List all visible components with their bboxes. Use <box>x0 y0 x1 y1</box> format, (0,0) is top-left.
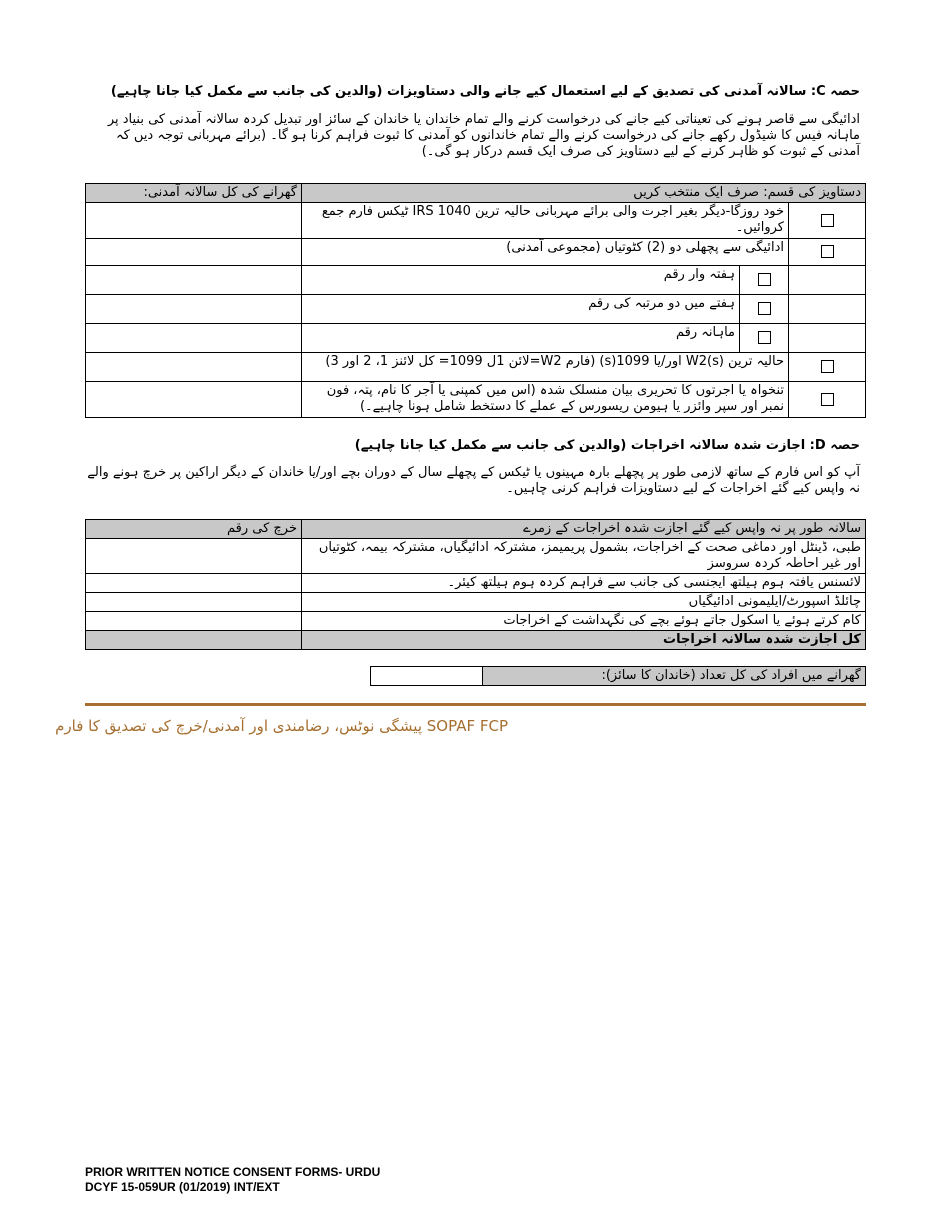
checkbox-biweekly[interactable] <box>758 302 771 315</box>
checkbox-irs1040[interactable] <box>821 214 834 227</box>
blank-cell <box>789 295 866 324</box>
expense-child-care: کام کرتے ہوئے یا اسکول جاتے ہوئے بچے کی نگہداشت کے اخراجات <box>302 612 866 631</box>
total-income-field[interactable] <box>86 382 302 418</box>
household-size-label: گھرانے میں افراد کی کل تعداد (خاندان کا سائز): <box>483 667 866 686</box>
col-total-income-header: گھرانے کی کل سالانہ آمدنی: <box>86 184 302 203</box>
checkbox-cell[interactable] <box>789 353 866 382</box>
form-name: PRIOR WRITTEN NOTICE CONSENT FORMS- URDU <box>85 1165 381 1179</box>
expense-amount-field[interactable] <box>86 612 302 631</box>
total-income-field[interactable] <box>86 295 302 324</box>
checkbox-cell[interactable] <box>740 324 789 353</box>
doc-option-biweekly: ہفتے میں دو مرتبہ کی رقم <box>302 295 740 324</box>
total-expenses-field[interactable] <box>86 631 302 650</box>
total-income-field[interactable] <box>86 203 302 239</box>
checkbox-cell[interactable] <box>789 203 866 239</box>
income-docs-table <box>85 183 866 418</box>
checkbox-wage-statement[interactable] <box>821 393 834 406</box>
blank-cell <box>789 324 866 353</box>
expense-amount-field[interactable] <box>86 539 302 574</box>
section-c-paragraph: ادائیگی سے قاصر ہونے کی تعیناتی کیے جانے کی درخواست کرنے والے تمام خاندان یا خاندان کے سائز اور تبدیل کردہ سالانہ آمدنی کی بنیاد پر ماہانہ فیس کا شیڈول رکھے جانے کی درخواست کرنے والے تمام خاندانوں کو آمدنی کا ثبوت فراہم کرنا ہو گا۔ (برائے مہربانی توجہ دیں کہ آمدنی کے ثبوت کو ظاہر کرنے کے لیے دستاویز کی صرف ایک قسم درکار ہو گی۔) <box>107 112 860 159</box>
total-income-field[interactable] <box>86 266 302 295</box>
section-c-heading: حصہ C: سالانہ آمدنی کی تصدیق کے لیے استعمال کیے جانے والی دستاویزات (والدین کی جانب سے مکمل کیا جانا چاہیے) <box>110 84 860 99</box>
section-d-paragraph: آپ کو اس فارم کے ساتھ لازمی طور پر پچھلے بارہ مہینوں یا ٹیکس کے پچھلے سال کے دوران بچے اور/یا خاندان کے دیگر اراکین پر خرچ ہونے والے نہ واپس کیے گئے اخراجات کے لیے دستاویزات فراہم کرنی چاہیں۔ <box>87 465 860 496</box>
col-amount-header: خرچ کی رقم <box>86 520 302 539</box>
doc-option-irs1040: خود روزگا-دیگر بغیر اجرت والی برائے مہربانی حالیہ ترین IRS 1040 ٹیکس فارم جمع کروائیں۔ <box>302 203 789 239</box>
total-expenses-label: کل اجازت شدہ سالانہ اخراجات <box>302 631 866 650</box>
checkbox-monthly[interactable] <box>758 331 771 344</box>
footer-divider <box>85 703 866 706</box>
checkbox-cell[interactable] <box>789 382 866 418</box>
expense-amount-field[interactable] <box>86 593 302 612</box>
doc-option-monthly: ماہانہ رقم <box>302 324 740 353</box>
checkbox-weekly[interactable] <box>758 273 771 286</box>
household-size-field[interactable] <box>371 667 483 686</box>
household-size-table <box>370 666 866 686</box>
expense-home-health: لائسنس یافتہ ہوم ہیلتھ ایجنسی کی جانب سے فراہم کردہ ہوم ہیلتھ کیئر۔ <box>302 574 866 593</box>
doc-option-weekly: ہفتہ وار رقم <box>302 266 740 295</box>
form-title: SOPAF FCP پیشگی نوٹس، رضامندی اور آمدنی/خرچ کی تصدیق کا فارم <box>55 717 508 735</box>
total-income-field[interactable] <box>86 239 302 266</box>
expense-child-support: چائلڈ اسپورٹ/ایلیمونی ادائیگیاں <box>302 593 866 612</box>
col-category-header: سالانہ طور پر نہ واپس کیے گئے اجازت شدہ اخراجات کے زمرے <box>302 520 866 539</box>
checkbox-cell[interactable] <box>740 295 789 324</box>
expense-medical: طبی، ڈینٹل اور دماغی صحت کے اخراجات، بشمول پریمیمز، مشترکہ ادائیگیاں، مشترکہ بیمہ، کٹوتیاں اور غیر احاطہ کردہ سروسز <box>302 539 866 574</box>
checkbox-w2-1099[interactable] <box>821 360 834 373</box>
col-doc-type-header: دستاویز کی قسم: صرف ایک منتخب کریں <box>302 184 866 203</box>
doc-option-paystubs: ادائیگی سے پچھلی دو (2) کٹوتیاں (مجموعی آمدنی) <box>302 239 789 266</box>
total-income-field[interactable] <box>86 353 302 382</box>
form-code: DCYF 15-059UR (01/2019) INT/EXT <box>85 1180 280 1194</box>
checkbox-cell[interactable] <box>740 266 789 295</box>
expense-amount-field[interactable] <box>86 574 302 593</box>
expenses-table <box>85 519 866 650</box>
doc-option-w2-1099: حالیہ ترین W2(s) اور/یا 1099(s) (فارم W2=لائن 1ل 1099= کل لائنز 1، 2 اور 3) <box>302 353 789 382</box>
section-d-heading: حصہ D: اجازت شدہ سالانہ اخراجات (والدین کی جانب سے مکمل کیا جانا چاہیے) <box>354 438 860 453</box>
total-income-field[interactable] <box>86 324 302 353</box>
checkbox-cell[interactable] <box>789 239 866 266</box>
checkbox-paystubs[interactable] <box>821 245 834 258</box>
blank-cell <box>789 266 866 295</box>
doc-option-wage-statement: تنخواہ یا اجرتوں کا تحریری بیان منسلک شدہ (اس میں کمپنی یا آجر کا نام، پتہ، فون نمبر اور سپر وائزر یا ہیومن ریسورس کے عملے کا دستخط شامل ہونا چاہیے۔) <box>302 382 789 418</box>
